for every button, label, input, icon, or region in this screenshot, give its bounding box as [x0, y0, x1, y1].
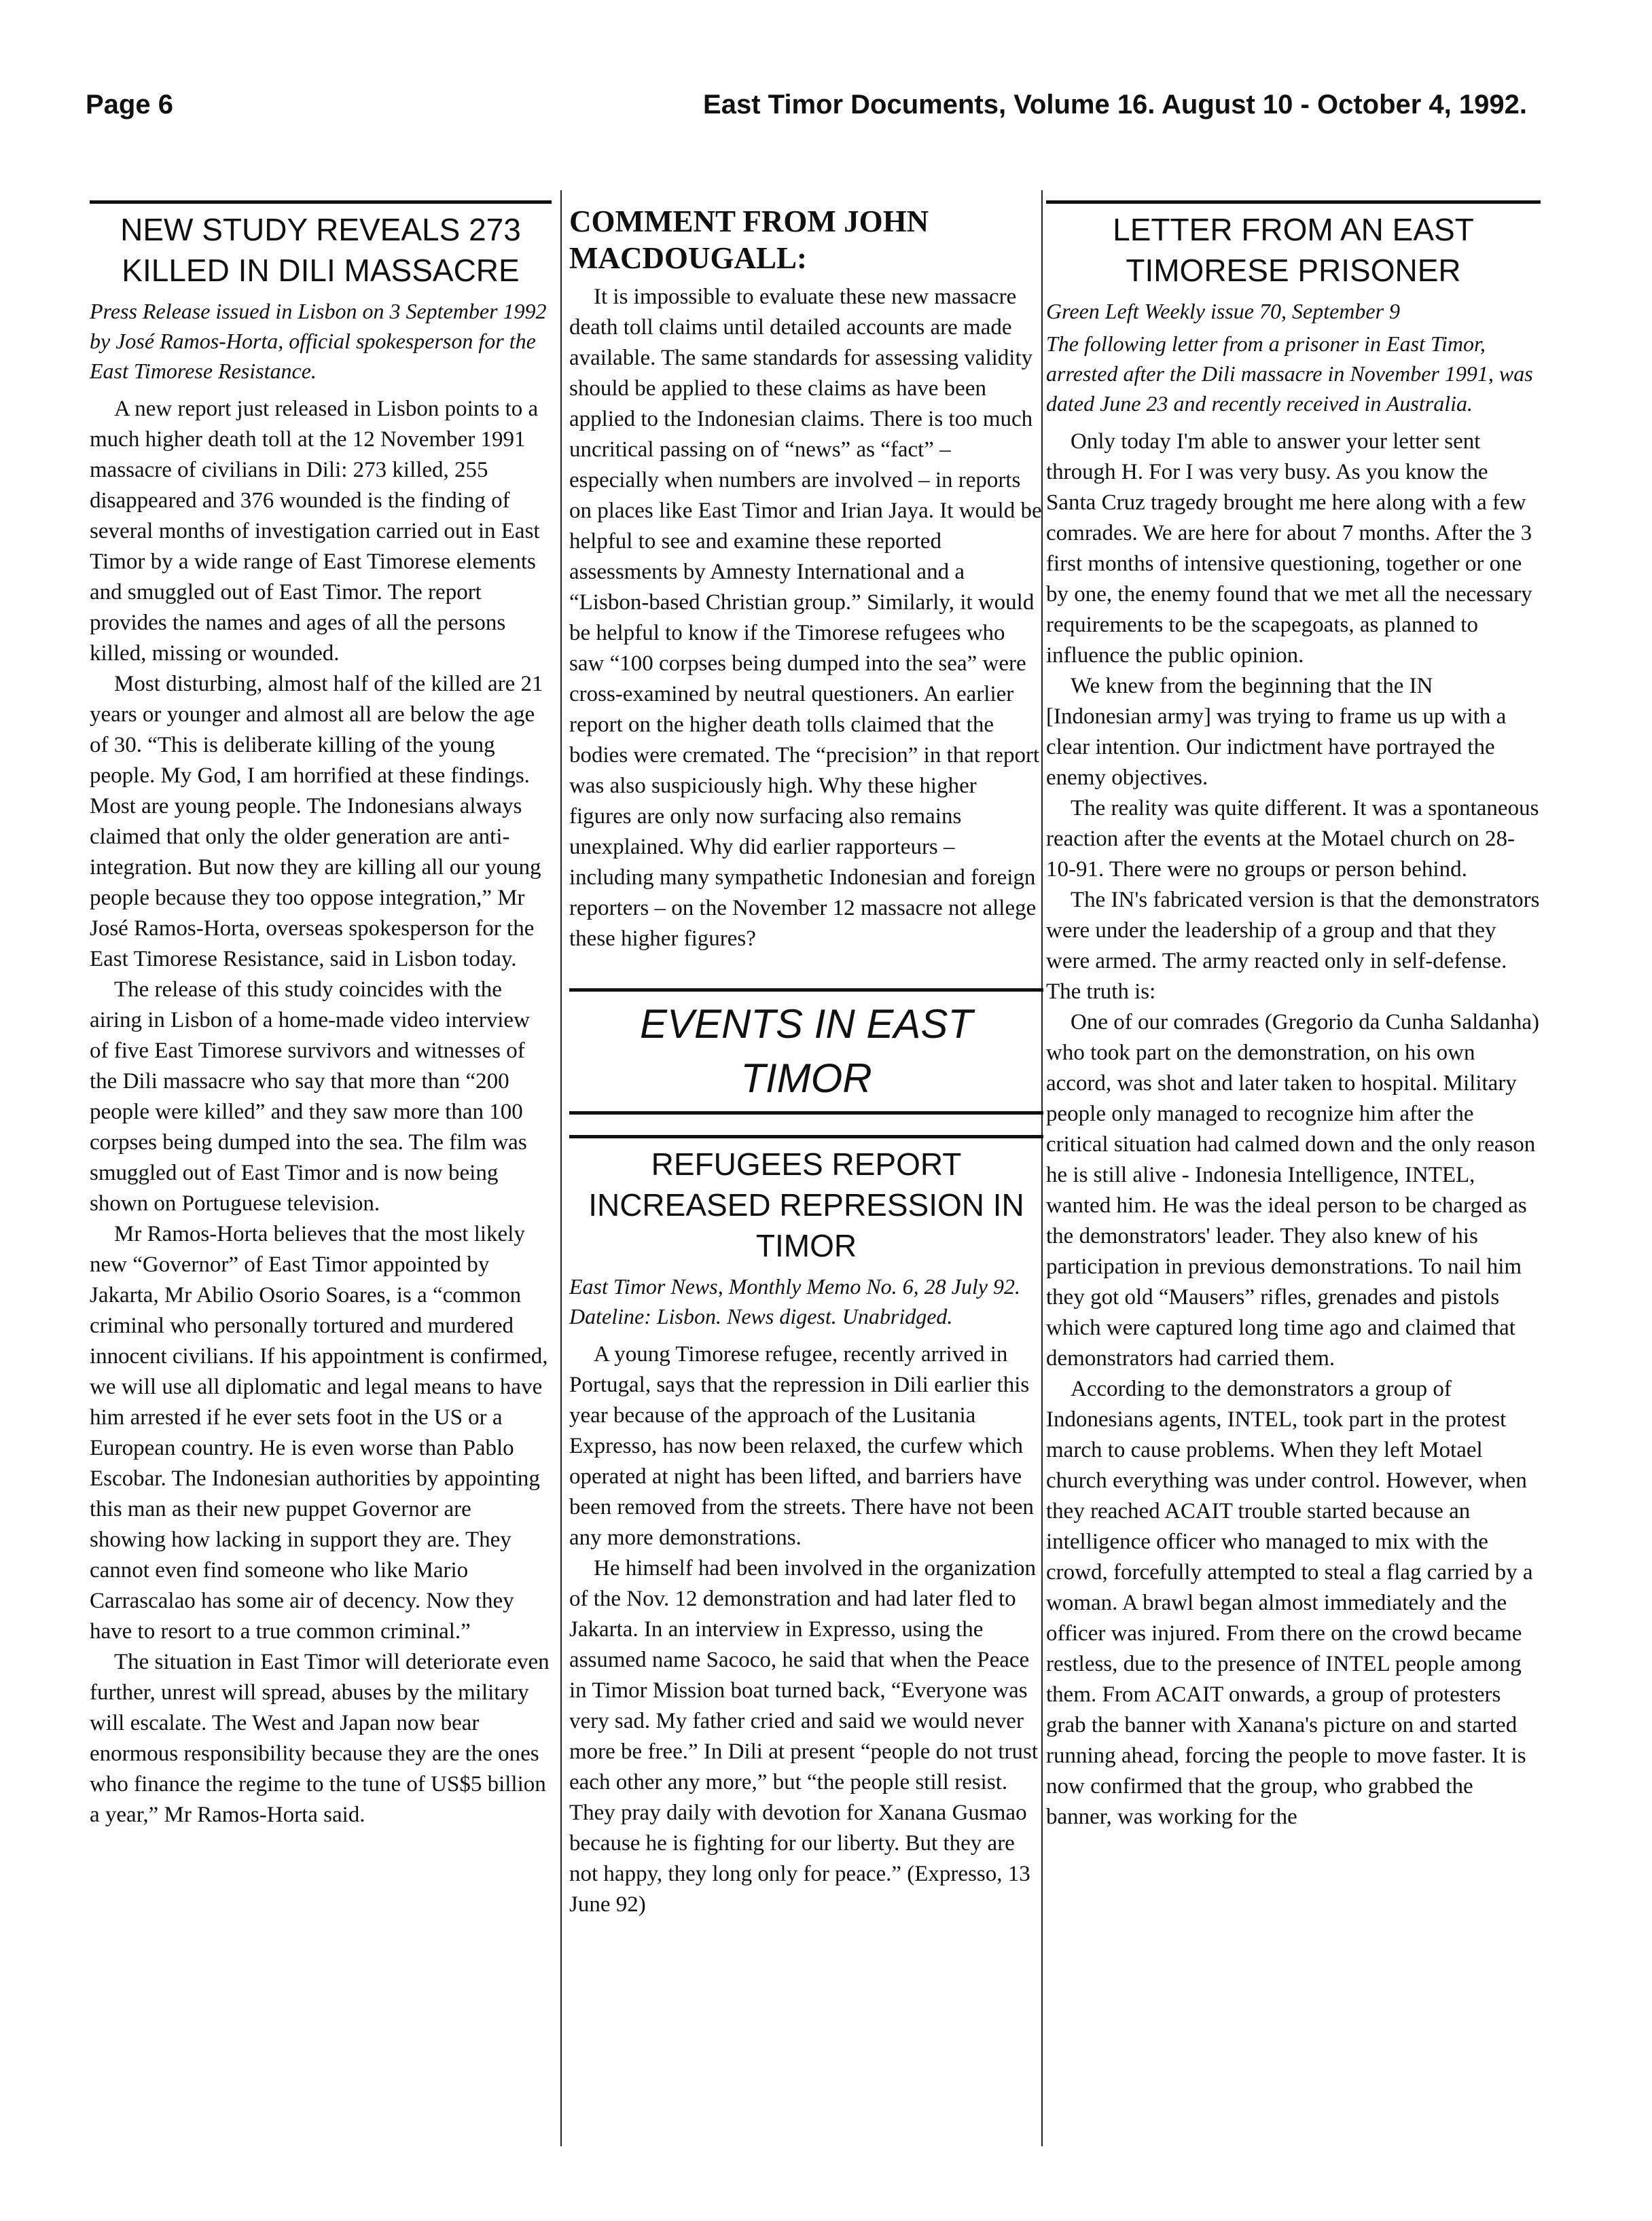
paragraph: Only today I'm able to answer your letter sent through H. For I was very busy. As you know the Santa Cruz tragedy brought me here along with a few comrades. We are here for about 7 months. After the 3 first months of intensive questioning, together or one by one, the enemy found that we met all the necessary requirements to be the scapegoats, as planned to influence the public opinion. [1046, 429, 1532, 668]
paragraph: We knew from the beginning that the IN [Indonesian army] was trying to frame us up with a clear intention. Our indictment have portrayed the enemy objectives. [1046, 674, 1507, 790]
headline-rule [1046, 200, 1541, 204]
paragraph: The situation in East Timor will deteriorate even further, unrest will spread, abuses by the military will escalate. The West and Japan now bear enormous responsibility because they are the ones who finance the regime to the tune of US$5 billion a year,” Mr Ramos-Horta said. [90, 1650, 550, 1827]
headline-rule [90, 200, 552, 204]
article-intro: The following letter from a prisoner in East Timor, arrested after the Dili massacre in November 1991, was dated June 23 and recently received in Australia. [1046, 331, 1533, 416]
paragraph: A new report just released in Lisbon points to a much higher death toll at the 12 November 1991 massacre of civilians in Dili: 273 killed, 255 disappeared and 376 wounded is the finding of several months of investigation carried out in East Timor by a wide range of East Timorese elements and smuggled out of East Timor. The report provides the names and ages of all the persons killed, missing or wounded. [90, 397, 540, 666]
article-source: East Timor News, Monthly Memo No. 6, 28 July 92. Dateline: Lisbon. News digest. Unabridged. [569, 1274, 1020, 1329]
column-1 [90, 200, 552, 1830]
article-body [569, 1339, 1043, 1920]
paragraph: A young Timorese refugee, recently arrived in Portugal, says that the repression in Dili earlier this year because of the approach of the Lusitania Expresso, has now been relaxed, the curfew which operated at night has been lifted, and barriers have been removed from the streets. There have not been any more demonstrations. [569, 1342, 1034, 1550]
article-body [90, 394, 552, 1830]
section-rule [569, 988, 1043, 992]
paragraph: Mr Ramos-Horta believes that the most likely new “Governor” of East Timor appointed by Jakarta, Mr Abilio Osorio Soares, is a “common criminal who personally tortured and murdered innocent civilians. If his appointment is confirmed, we will use all diplomatic and legal means to have him arrested if he ever sets foot in the US or a European country. He is even worse than Pablo Escobar. The Indonesian authorities by appointing this man as their new puppet Governor are showing how lacking in support they are. They cannot even find someone who like Mario Carrascalao has some air of decency. Now they have to resort to a true common criminal.” [90, 1222, 548, 1644]
running-head [86, 90, 1527, 130]
section-banner: EVENTS IN EAST TIMOR [639, 1001, 973, 1101]
page-number: Page 6 [86, 90, 173, 120]
headline-rule [569, 1135, 1043, 1138]
paragraph: The truth is: [1046, 979, 1156, 1004]
paragraph: He himself had been involved in the organization of the Nov. 12 demonstration and had later fled to Jakarta. In an interview in Expresso, using the assumed name Sacoco, he said that when the Peace in Timor Mission boat turned back, “Everyone was very sad. My father cried and said we would never more be free.” In Dili at present “people do not trust each other any more,” but “the people still resist. They pray daily with devotion for Xanana Gusmao because he is fighting for our liberty. But they are not happy, they long only for peace.” (Expresso, 13 June 92) [569, 1556, 1039, 1917]
column-divider [560, 190, 562, 2146]
paragraph: According to the demonstrators a group of Indonesians agents, INTEL, took part in the protest march to cause problems. When they left Motael church everything was under control. However, when they reached ACAIT trouble started because an intelligence officer who managed to mix with the crowd, forcefully attempted to steal a flag carried by a woman. A brawl began almost immediately and the officer was injured. From there on the crowd became restless, due to the presence of INTEL people among them. From ACAIT onwards, a group of protesters grab the banner with Xanana's picture on and started running ahead, forcing the people to move faster. It is now confirmed that the group, who grabbed the banner, was working for the [1046, 1377, 1533, 1829]
article-body [1046, 427, 1541, 1832]
paragraph: One of our comrades (Gregorio da Cunha Saldanha) who took part on the demonstration, on his own accord, was shot and later taken to hospital. Military people only managed to recognize him after the critical situation had calmed down and the only reason he is still alive - Indonesia Intelligence, INTEL, wanted him. He was the ideal person to be charged as the demonstrators' leader. They also knew of his participation in previous demonstrations. To nail him they got old “Mausers” rifles, grenades and pistols which were captured long time ago and claimed that demonstrators had carried them. [1046, 1010, 1540, 1371]
paragraph: The release of this study coincides with the airing in Lisbon of a home-made video interview of five East Timorese survivors and witnesses of the Dili massacre who say that more than “200 people were killed” and they saw more than 100 corpses being dumped into the sea. The film was smuggled out of East Timor and is now being shown on Portuguese television. [90, 977, 530, 1216]
article-headline: REFUGEES REPORT INCREASED REPRESSION IN TIMOR [588, 1146, 1024, 1263]
column-3 [1046, 200, 1541, 1832]
paragraph: Most disturbing, almost half of the killed are 21 years or younger and almost all are below the age of 30. “This is deliberate killing of the young people. My God, I am horrified at these findings. Most are young people. The Indonesians always claimed that only the older generation are anti- integration. But now they are killing all our young people because they too oppose integration,” Mr José Ramos-Horta, overseas spokesperson for the East Timorese Resistance, said in Lisbon today. [90, 672, 543, 971]
article-source: Press Release issued in Lisbon on 3 September 1992 by José Ramos-Horta, official spokesperson for the East Timorese Resistance. [90, 299, 547, 383]
paragraph: It is impossible to evaluate these new massacre death toll claims until detailed accounts are made available. The same standards for assessing validity should be applied to these claims as have been applied to the Indonesian claims. There is too much uncritical passing on of “news” as “fact” – especially when numbers are involved – in reports on places like East Timor and Irian Jaya. It would be helpful to see and examine these reported assessments by Amnesty International and a “Lisbon-based Christian group.” Similarly, it would be helpful to know if the Timorese refugees who saw “100 corpses being dumped into the sea” were cross-examined by neutral questioners. An earlier report on the higher death tolls claimed that the bodies were cremated. The “precision” in that report was also suspiciously high. Why these higher figures are only now surfacing also remains unexplained. Why did earlier rapporteurs – including many sympathetic Indonesian and foreign reporters – on the November 12 massacre not allege these higher figures? [569, 285, 1042, 951]
paragraph: The IN's fabricated version is that the demonstrators were under the leadership of a group and that they were armed. The army reacted only in self-defense. [1046, 888, 1540, 973]
comment-headline: COMMENT FROM JOHN MACDOUGALL: [569, 204, 929, 275]
article-source: Green Left Weekly issue 70, September 9 [1046, 299, 1401, 323]
comment-body [569, 282, 1043, 954]
article-headline: LETTER FROM AN EAST TIMORESE PRISONER [1113, 212, 1474, 288]
publication-title: East Timor Documents, Volume 16. August 10 - October 4, 1992. [703, 90, 1527, 120]
paragraph: The reality was quite different. It was a spontaneous reaction after the events at the Motael church on 28-10-91. There were no groups or person behind. [1046, 796, 1539, 882]
article-headline: NEW STUDY REVEALS 273 KILLED IN DILI MASSACRE [120, 212, 521, 288]
column-2 [569, 200, 1043, 1920]
